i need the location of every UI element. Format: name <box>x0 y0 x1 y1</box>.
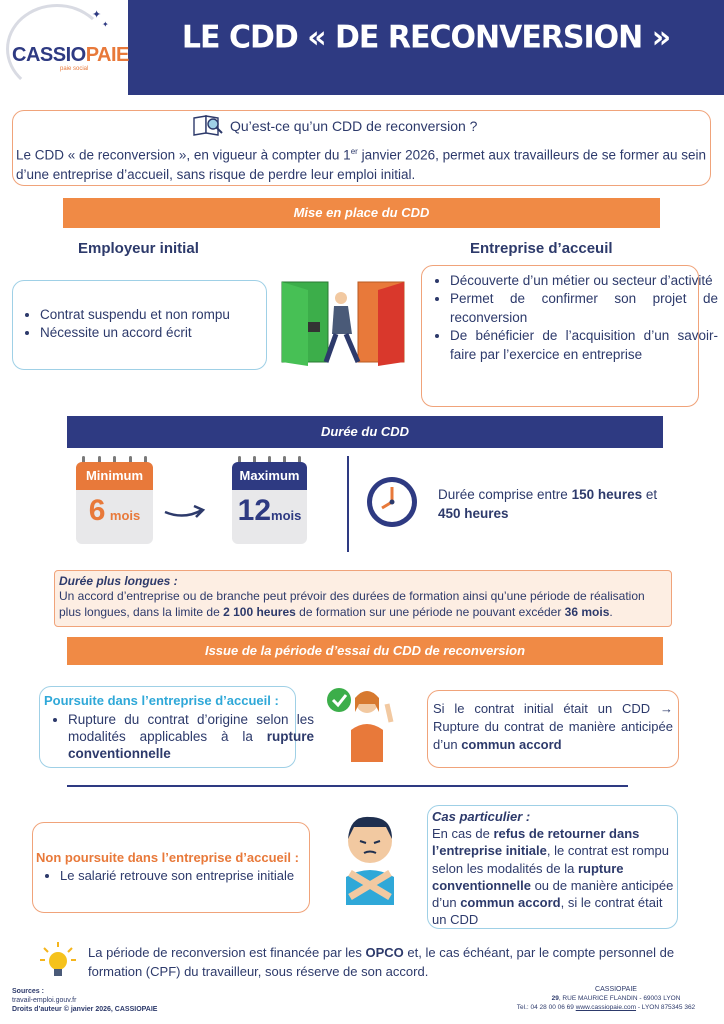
intro-title: Qu’est-ce qu’un CDD de reconversion ? <box>230 118 478 134</box>
employeur-list <box>16 306 285 342</box>
calendar-max <box>232 462 307 544</box>
cas-text: En cas de refus de retourner dans l’entreprise initiale, le contrat est rompu selon les modalités de la rupture conventionnelle ou de manière anticipée d’un commun accord, si le contrat était un CDD <box>432 826 674 928</box>
longues-text: Un accord d’entreprise ou de branche peut prévoir des durées de formation ainsi qu’une période de réalisation plus longues, dans la limite de 2 100 heures de formation sur une période ne pouvant excéder 36 mois. <box>59 589 645 619</box>
star-icon: ✦ <box>92 9 102 21</box>
max-label: Maximum <box>232 462 307 490</box>
woman-check-icon <box>325 682 405 762</box>
sources-label: Sources : <box>12 988 44 995</box>
employeur-title: Employeur initial <box>78 240 199 257</box>
poursuite-list <box>44 711 314 762</box>
list-item: • Découverte d’un métier ou secteur d’activité <box>450 272 718 290</box>
mise-en-place-band: Mise en place du CDD <box>63 198 660 228</box>
poursuite-title: Poursuite dans l’entreprise d’accueil : <box>44 693 279 708</box>
company-name: CASSIOPAIE <box>595 986 637 993</box>
logo: CASSIOPAIE <box>12 44 129 66</box>
cas-title: Cas particulier : <box>432 809 531 824</box>
list-item: • Nécessite un accord écrit <box>40 324 285 342</box>
company-address: 29, RUE MAURICE FLANDIN - 69003 LYON <box>551 995 681 1002</box>
list-item: • Rupture du contrat d’origine selon les modalités applicables à la rupture conventionnelle <box>68 711 314 762</box>
duree-band: Durée du CDD <box>67 416 663 448</box>
logo-subtitle: paie social <box>60 66 89 72</box>
source-link[interactable]: travail-emploi.gouv.fr <box>12 997 77 1004</box>
list-item: • De bénéficier de l’acquisition d’un savoir-faire par l’exercice en entreprise <box>450 327 718 364</box>
entreprise-title: Entreprise d’acceuil <box>470 240 613 257</box>
financement-text: La période de reconversion est financée par les OPCO et, le cas échéant, par le compte personnel de formation (CPF) du travailleur, sous réserve de son accord. <box>88 945 675 979</box>
min-unit: mois <box>109 508 141 523</box>
clock-icon <box>365 475 419 529</box>
copyright: Droits d’auteur © janvier 2026, CASSIOPAIE <box>12 1006 158 1013</box>
min-label: Minimum <box>76 462 153 490</box>
max-value: 12 <box>237 494 272 527</box>
book-magnifier-icon <box>192 113 224 137</box>
longues-title: Durée plus longues : <box>59 574 178 588</box>
min-value: 6 <box>88 494 106 527</box>
boy-refuse-icon <box>340 813 400 905</box>
non-poursuite-title: Non poursuite dans l’entreprise d’accueil : <box>36 850 299 865</box>
star-icon: ✦ <box>102 20 109 29</box>
lightbulb-icon <box>38 940 78 980</box>
doors-person-icon <box>278 278 408 368</box>
non-poursuite-list <box>36 867 330 885</box>
issue-band: Issue de la période d’essai du CDD de reconversion <box>67 637 663 665</box>
divider <box>67 785 628 787</box>
si-text: Si le contrat initial était un CDD → Rupture du contrat de manière anticipée d’un commun accord <box>433 701 673 752</box>
intro-text: Le CDD « de reconversion », en vigueur à compter du 1er janvier 2026, permet aux travailleurs de se former au sein d’une entreprise d’accueil, sans risque de perdre leur emploi initial. <box>16 147 706 182</box>
list-item: • Permet de confirmer son projet de reconversion <box>450 290 718 327</box>
website-link[interactable]: www.cassiopaie.com <box>575 1004 637 1011</box>
duree-hours: Durée comprise entre 150 heures et 450 heures <box>438 487 658 521</box>
max-unit: mois <box>271 508 302 523</box>
page-title: LE CDD « DE RECONVERSION » <box>181 19 671 56</box>
arrow-right-icon <box>162 500 206 522</box>
divider <box>347 456 349 552</box>
list-item: • Le salarié retrouve son entreprise initiale <box>60 867 330 885</box>
list-item: • Contrat suspendu et non rompu <box>40 306 285 324</box>
calendar-min <box>76 462 153 544</box>
entreprise-list <box>426 272 718 364</box>
company-contact: Tel.: 04 28 00 06 69 www.cassiopaie.com - LYON 875345 362 <box>516 1004 696 1011</box>
